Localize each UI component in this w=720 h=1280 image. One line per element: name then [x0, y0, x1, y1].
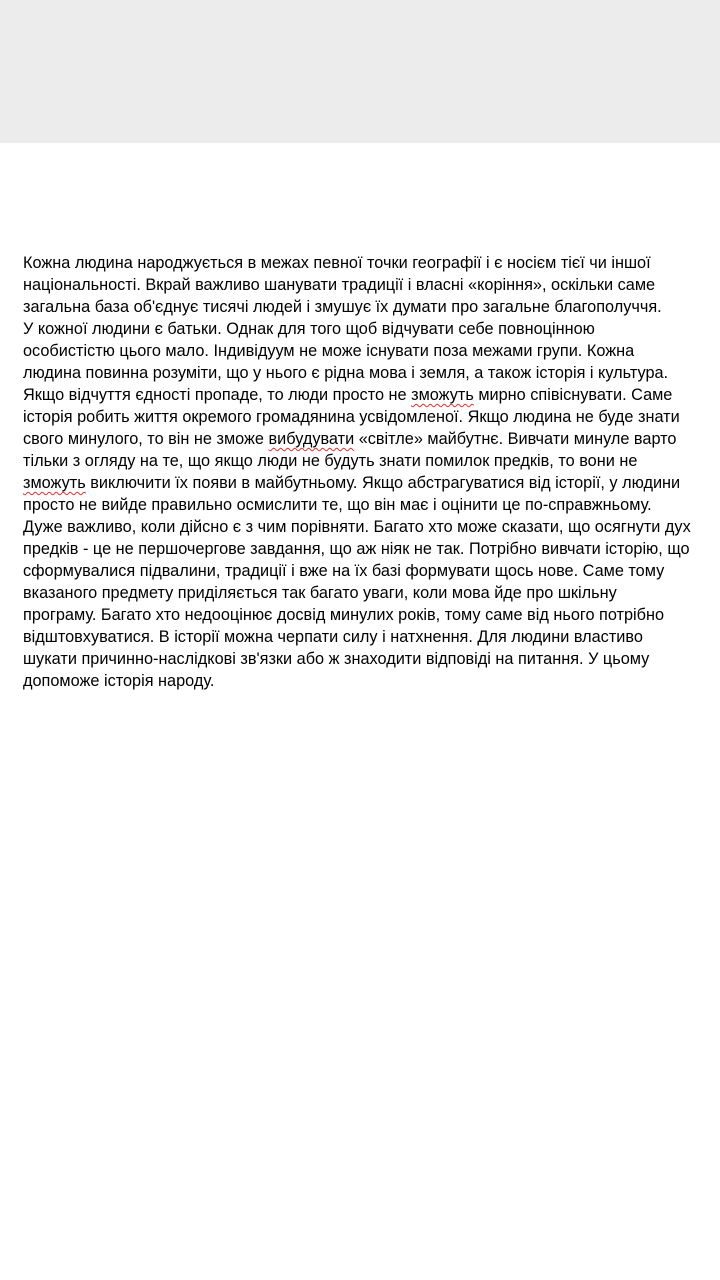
- misspelled-word[interactable]: зможуть: [23, 474, 86, 492]
- text-line: [23, 384, 713, 406]
- text-segment: мирно співіснувати. Саме: [473, 386, 673, 404]
- text-line: [23, 296, 713, 318]
- text-line: [23, 670, 713, 692]
- text-segment: «світле» майбутнє. Вивчати минуле варто: [354, 430, 677, 448]
- text-segment: виключити їх появи в майбутньому. Якщо абстрагуватися від історії, у людини: [85, 474, 681, 492]
- text-line: [23, 450, 713, 472]
- text-line: [23, 516, 713, 538]
- text-segment: Дуже важливо, коли дійсно є з чим порівняти. Багато хто може сказати, що осягнути дух: [23, 518, 691, 536]
- text-line: [23, 604, 713, 626]
- text-segment: історія робить життя окремого громадянина усвідомленої. Якщо людина не буде знати: [23, 408, 680, 426]
- text-line: [23, 560, 713, 582]
- text-segment: свого минулого, то він не зможе: [23, 430, 269, 448]
- misspelled-word[interactable]: зможуть: [411, 386, 474, 404]
- top-bar: [0, 0, 720, 143]
- text-segment: сформувалися підвалини, традиції і вже на їх базі формувати щось нове. Саме тому: [23, 562, 665, 580]
- text-line: [23, 340, 713, 362]
- text-segment: людина повинна розуміти, що у нього є рідна мова і земля, а також історія і культура.: [23, 364, 669, 382]
- text-segment: загальна база об'єднує тисячі людей і змушує їх думати про загальне благополуччя.: [23, 298, 662, 316]
- text-line: [23, 318, 713, 340]
- text-line: [23, 538, 713, 560]
- text-segment: допоможе історія народу.: [23, 672, 215, 690]
- text-segment: вказаного предмету приділяється так багато уваги, коли мова йде про шкільну: [23, 584, 617, 602]
- text-line: [23, 494, 713, 516]
- document-body[interactable]: [23, 252, 713, 692]
- text-segment: Кожна людина народжується в межах певної точки географії і є носієм тієї чи іншої: [23, 254, 651, 272]
- text-line: [23, 274, 713, 296]
- text-line: [23, 648, 713, 670]
- text-segment: тільки з огляду на те, що якщо люди не будуть знати помилок предків, то вони не: [23, 452, 638, 470]
- text-line: [23, 428, 713, 450]
- text-segment: відштовхуватися. В історії можна черпати силу і натхнення. Для людини властиво: [23, 628, 643, 646]
- text-segment: Якщо відчуття єдності пропаде, то люди просто не: [23, 386, 412, 404]
- text-line: [23, 362, 713, 384]
- text-line: [23, 252, 713, 274]
- text-segment: шукати причинно-наслідкові зв'язки або ж знаходити відповіді на питання. У цьому: [23, 650, 650, 668]
- text-line: [23, 406, 713, 428]
- text-line: [23, 582, 713, 604]
- misspelled-word[interactable]: вибудувати: [268, 430, 355, 448]
- text-segment: У кожної людини є батьки. Однак для того щоб відчувати себе повноцінною: [23, 320, 595, 338]
- text-segment: національності. Вкрай важливо шанувати традиції і власні «коріння», оскільки саме: [23, 276, 656, 294]
- text-segment: програму. Багато хто недооцінює досвід минулих років, тому саме від нього потрібно: [23, 606, 665, 624]
- text-segment: просто не вийде правильно осмислити те, що він має і оцінити це по-справжньому.: [23, 496, 652, 514]
- text-line: [23, 626, 713, 648]
- text-line: [23, 472, 713, 494]
- text-segment: предків - це не першочергове завдання, що аж ніяк не так. Потрібно вивчати історію, що: [23, 540, 690, 558]
- text-segment: особистістю цього мало. Індивідуум не може існувати поза межами групи. Кожна: [23, 342, 635, 360]
